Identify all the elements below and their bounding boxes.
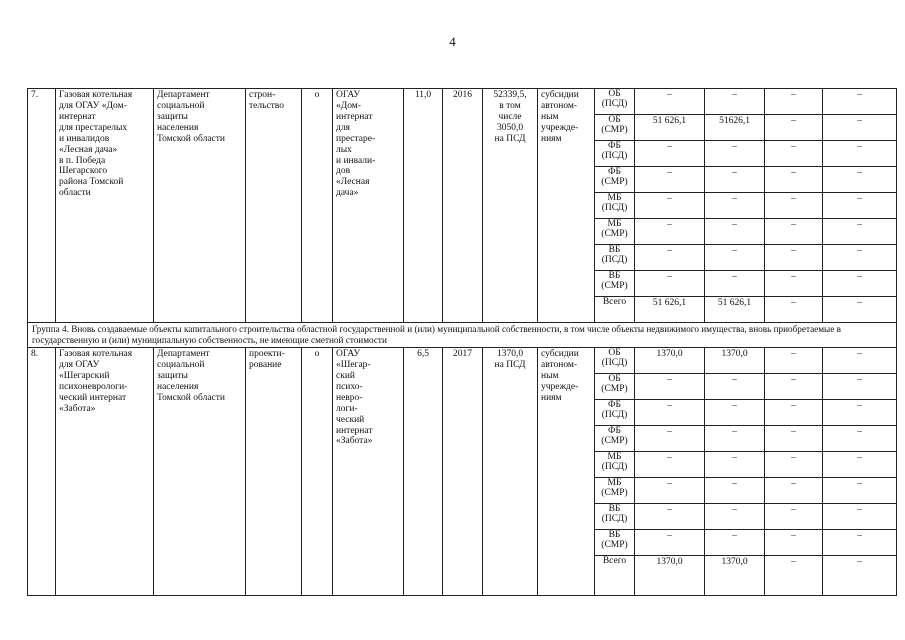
- flag: о: [302, 348, 333, 596]
- value-cell: –: [823, 167, 897, 193]
- value-cell: –: [823, 348, 897, 374]
- funding-source: ВБ (СМР): [595, 530, 635, 556]
- cost: 52339,5, в том числе 3050,0 на ПСД: [483, 89, 538, 323]
- year: 2017: [443, 348, 483, 596]
- customer: Департамент социальной защиты населения Томской области: [154, 89, 246, 323]
- value-cell: –: [765, 452, 823, 478]
- funding-source: ФБ (СМР): [595, 426, 635, 452]
- value-cell: 51626,1: [705, 115, 765, 141]
- funding-source: Всего: [595, 556, 635, 596]
- value-cell: –: [765, 167, 823, 193]
- funding-source: МБ (СМР): [595, 219, 635, 245]
- value-cell: –: [635, 504, 705, 530]
- value-cell: –: [765, 219, 823, 245]
- funding-source: МБ (СМР): [595, 478, 635, 504]
- value-cell: –: [823, 452, 897, 478]
- funding-source: ОБ (ПСД): [595, 89, 635, 115]
- value-cell: –: [635, 530, 705, 556]
- value-cell: –: [823, 374, 897, 400]
- value-cell: –: [823, 141, 897, 167]
- funding-source: ВБ (ПСД): [595, 504, 635, 530]
- value-cell: 1370,0: [635, 348, 705, 374]
- value-cell: –: [823, 504, 897, 530]
- work-type: проекти- рование: [246, 348, 302, 596]
- value-cell: –: [705, 141, 765, 167]
- value-cell: –: [765, 297, 823, 323]
- value-cell: –: [705, 219, 765, 245]
- funding-source: ФБ (СМР): [595, 167, 635, 193]
- table-row: [28, 89, 897, 115]
- value-cell: –: [823, 426, 897, 452]
- table-body: [28, 89, 897, 596]
- value-cell: –: [635, 167, 705, 193]
- object-name: Газовая котельная для ОГАУ «Шегарский психоневрологи- ческий интернат «Забота»: [56, 348, 154, 596]
- value-cell: –: [705, 504, 765, 530]
- capacity: 6,5: [404, 348, 443, 596]
- value-cell: –: [635, 452, 705, 478]
- group-heading: Группа 4. Вновь создаваемые объекты капитального строительства областной государственной и (или) муниципальной собственности, в том числе объекты недвижимого имущества, вновь приобретаемые в государственную и (или) муниципальную собственность, не имеющие сметной стоимости: [28, 323, 897, 348]
- value-cell: –: [765, 374, 823, 400]
- value-cell: –: [705, 400, 765, 426]
- flag: о: [302, 89, 333, 323]
- value-cell: –: [765, 426, 823, 452]
- funding-source: ОБ (ПСД): [595, 348, 635, 374]
- value-cell: 51 626,1: [635, 297, 705, 323]
- value-cell: –: [823, 478, 897, 504]
- value-cell: –: [765, 504, 823, 530]
- value-cell: 51 626,1: [705, 297, 765, 323]
- cost: 1370,0 на ПСД: [483, 348, 538, 596]
- value-cell: –: [823, 556, 897, 596]
- value-cell: –: [705, 478, 765, 504]
- value-cell: –: [823, 530, 897, 556]
- value-cell: –: [765, 115, 823, 141]
- value-cell: –: [823, 89, 897, 115]
- value-cell: –: [765, 530, 823, 556]
- funding-source: МБ (ПСД): [595, 452, 635, 478]
- value-cell: –: [765, 556, 823, 596]
- group-row: [28, 323, 897, 348]
- value-cell: –: [635, 219, 705, 245]
- value-cell: –: [635, 426, 705, 452]
- value-cell: –: [823, 245, 897, 271]
- funding-source: МБ (ПСД): [595, 193, 635, 219]
- value-cell: –: [705, 89, 765, 115]
- value-cell: –: [823, 115, 897, 141]
- value-cell: –: [705, 530, 765, 556]
- value-cell: –: [635, 478, 705, 504]
- objects-table: [27, 88, 897, 596]
- value-cell: –: [823, 297, 897, 323]
- funding-source: ОБ (СМР): [595, 115, 635, 141]
- project-number: 7.: [28, 89, 56, 323]
- value-cell: –: [635, 271, 705, 297]
- value-cell: –: [635, 141, 705, 167]
- value-cell: –: [765, 478, 823, 504]
- funding-source: ФБ (ПСД): [595, 141, 635, 167]
- work-type: строн- тельство: [246, 89, 302, 323]
- value-cell: –: [765, 271, 823, 297]
- year: 2016: [443, 89, 483, 323]
- object-name: Газовая котельная для ОГАУ «Дом- интернат для престарелых и инвалидов «Лесная дача» в п. Победа Шегарского района Томской области: [56, 89, 154, 323]
- value-cell: –: [823, 219, 897, 245]
- value-cell: –: [765, 400, 823, 426]
- recipient: ОГАУ «Дом- интернат для престаре- лых и инвали- дов «Лесная дача»: [333, 89, 404, 323]
- value-cell: –: [823, 400, 897, 426]
- value-cell: –: [705, 245, 765, 271]
- value-cell: –: [765, 245, 823, 271]
- funding-source: ВБ (СМР): [595, 271, 635, 297]
- customer: Департамент социальной защиты населения Томской области: [154, 348, 246, 596]
- value-cell: –: [765, 89, 823, 115]
- value-cell: –: [635, 400, 705, 426]
- table-row: [28, 348, 897, 374]
- value-cell: –: [705, 167, 765, 193]
- value-cell: –: [823, 193, 897, 219]
- funding-source: ВБ (ПСД): [595, 245, 635, 271]
- value-cell: –: [705, 193, 765, 219]
- funding-form: субсидии автоном- ным учрежде- ниям: [538, 89, 595, 323]
- value-cell: –: [765, 193, 823, 219]
- funding-source: Всего: [595, 297, 635, 323]
- value-cell: 1370,0: [705, 556, 765, 596]
- project-number: 8.: [28, 348, 56, 596]
- page-number: 4: [449, 34, 456, 49]
- value-cell: –: [705, 426, 765, 452]
- value-cell: 1370,0: [635, 556, 705, 596]
- funding-source: ОБ (СМР): [595, 374, 635, 400]
- value-cell: 1370,0: [705, 348, 765, 374]
- value-cell: –: [635, 374, 705, 400]
- value-cell: 51 626,1: [635, 115, 705, 141]
- value-cell: –: [765, 141, 823, 167]
- value-cell: –: [705, 271, 765, 297]
- value-cell: –: [705, 452, 765, 478]
- funding-form: субсидии автоном- ным учрежде- ниям: [538, 348, 595, 596]
- value-cell: –: [635, 193, 705, 219]
- value-cell: –: [705, 374, 765, 400]
- recipient: ОГАУ «Шегар- ский психо- невро- логи- ческий интернат «Забота»: [333, 348, 404, 596]
- capacity: 11,0: [404, 89, 443, 323]
- value-cell: –: [635, 245, 705, 271]
- funding-source: ФБ (ПСД): [595, 400, 635, 426]
- value-cell: –: [635, 89, 705, 115]
- value-cell: –: [823, 271, 897, 297]
- value-cell: –: [765, 348, 823, 374]
